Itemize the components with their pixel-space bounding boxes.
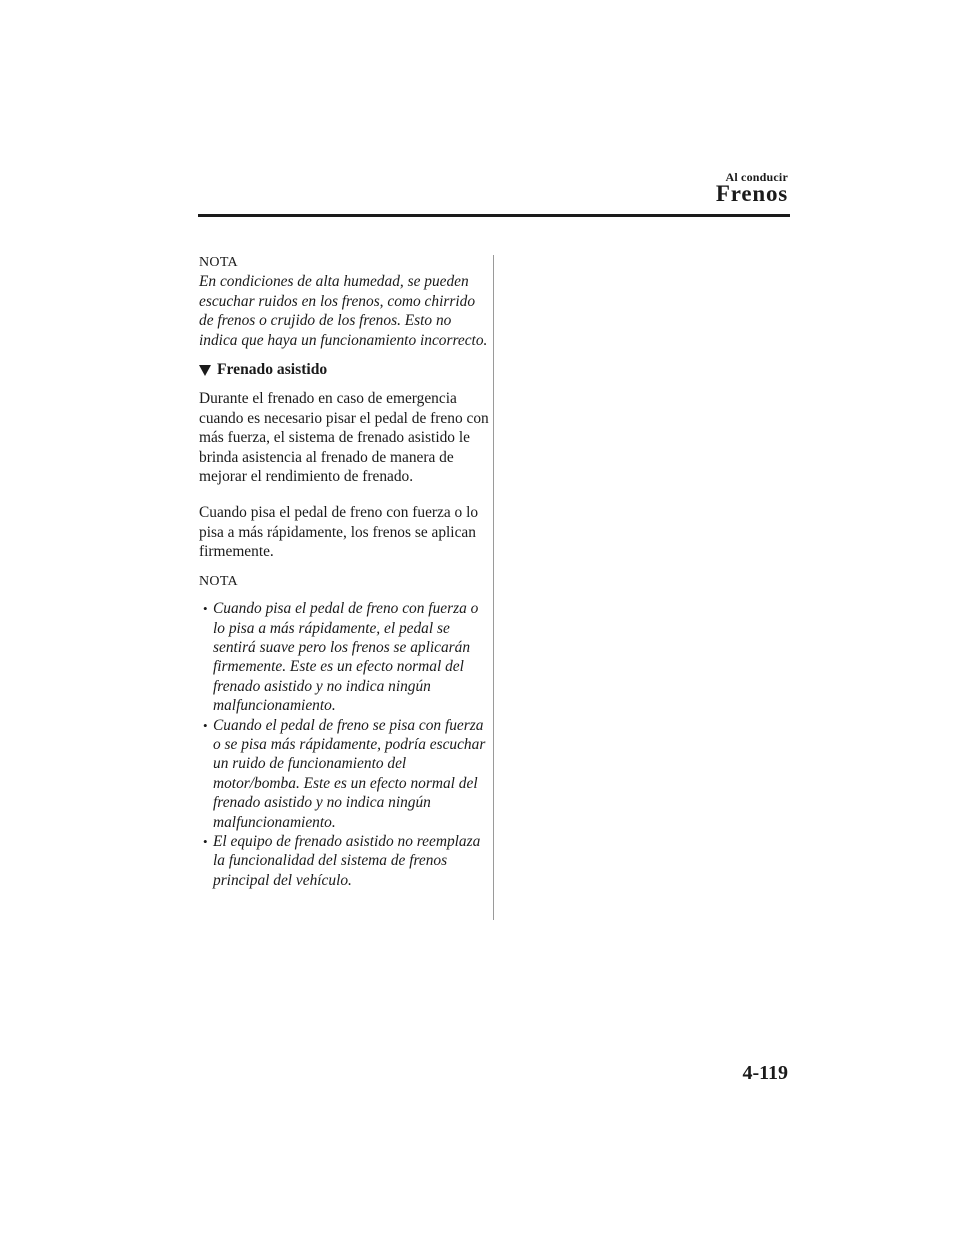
list-item — [199, 716, 491, 832]
note-label: NOTA — [199, 255, 238, 270]
subsection-heading — [199, 360, 491, 379]
body-paragraph: Cuando pisa el pedal de freno con fuerza o lo pisa a más rápidamente, los frenos se aplican firmemente. — [199, 504, 479, 561]
header-rule — [198, 214, 790, 217]
list-item-text: Cuando pisa el pedal de freno con fuerza o lo pisa a más rápidamente, el pedal se sentirá suave pero los frenos se aplicarán firmemente. Este es un efecto normal del frenado asistido y no indica ningún malfuncionamiento. — [213, 600, 479, 715]
note-bullet-list — [199, 599, 491, 890]
left-column — [199, 253, 491, 890]
note-text: En condiciones de alta humedad, se pueden escuchar ruidos en los frenos, como chirrido de frenos o crujido de los frenos. Esto no indica que haya un funcionamiento incorrecto. — [199, 273, 488, 349]
page-number: 4-119 — [742, 1062, 788, 1084]
body-paragraph: Durante el frenado en caso de emergencia cuando es necesario pisar el pedal de freno con más fuerza, el sistema de frenado asistido le brinda asistencia al frenado de manera de mejorar el rendimiento de frenado. — [199, 390, 489, 486]
subsection-heading-text: Frenado asistido — [217, 361, 328, 379]
bullet-icon: • — [203, 601, 208, 617]
list-item — [199, 599, 491, 715]
note-label: NOTA — [199, 573, 238, 589]
column-divider — [493, 255, 494, 920]
bullet-icon: • — [203, 717, 208, 733]
list-item-text: El equipo de frenado asistido no reemplaza la funcionalidad del sistema de frenos principal del vehículo. — [213, 832, 481, 889]
page-title: Frenos — [715, 181, 788, 206]
list-item-text: Cuando el pedal de freno se pisa con fuerza o se pisa más rápidamente, podría escuchar un ruido de funcionamiento del motor/bomba. Este es un efecto normal del frenado asistido y no indica ningún malfuncionamiento. — [213, 716, 486, 831]
bullet-icon: • — [203, 833, 208, 849]
list-item — [199, 832, 491, 890]
section-label: Al conducir — [725, 170, 788, 184]
triangle-down-icon — [199, 365, 211, 376]
